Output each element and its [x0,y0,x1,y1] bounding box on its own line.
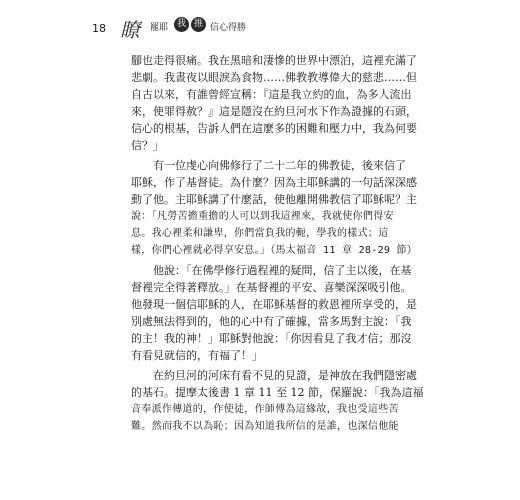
scripture-quote-line: 息。我心裡柔和謙卑，你們當負我的軛，學我的樣式；這 [131,228,389,239]
body-line: 有看見就信的，有福了！」 [131,349,263,362]
body-line: 的基石。提摩太後書 1 章 11 至 12 節，保羅說：「我為這福 [131,386,424,399]
body-line: 動了他。主耶穌講了什麼話，使他離開佛教信了耶穌呢？主 [131,193,417,206]
body-line: 有一位虔心向佛修行了二十二年的佛教徒，後來信了 [131,159,406,172]
header-title: 信心得勝 [210,23,247,33]
page-number: 18 [92,22,106,35]
body-line: 信？」 [131,139,164,152]
body-line: 的主！我的神！」耶穌對他說：「你因看見了我才信；那沒 [131,332,412,345]
header-badge-2: 推 [191,17,206,32]
page-header [92,14,312,42]
body-line: 悲劇。我晝夜以眼淚為食物……佛教教導偉大的慈悲……但 [131,71,417,84]
body-line: 來，使罪得赦？』這是隱沒在約旦河水下作為證據的石頭， [131,105,417,118]
body-line: 腳也走得很痛。我在黑暗和淒慘的世界中漂泊，這裡充滿了 [131,54,417,67]
book-logo: 瞭 [120,18,138,42]
header-badge-1: 我 [174,17,189,32]
body-line: 別處無法得到的，他的心中有了確據，當多馬對主說：「我 [131,315,412,328]
header-subtitle: 罷耶 [150,23,169,33]
scripture-quote-line: 樣，你們心裡就必得享安息。」（馬太福音 11 章 28-29 節） [131,245,418,256]
scripture-quote-line: 說：「凡勞苦擔重擔的人可以到我這裡來，我就使你們得安 [131,211,394,222]
body-line: 督裡完全得著釋放。」在基督裡的平安、喜樂深深吸引他。 [131,281,412,294]
body-line: 他發現一個信耶穌的人，在耶穌基督的救恩裡所享受的，是 [131,298,417,311]
body-line: 自古以來，有誰曾經宣稱：『這是我立約的血，為多人流出 [131,88,412,101]
body-line: 在約旦河的河床有看不見的見證，是神放在我們隱密處 [131,369,417,382]
scripture-quote-line: 音奉派作傳道的，作使徒，作師傅為這緣故，我也受這些苦 [131,404,399,415]
body-text [131,52,424,435]
scripture-quote-line: 難。然而我不以為恥；因為知道我所信的是誰，也深信他能 [131,421,399,432]
body-line: 他說：「在佛學修行過程裡的疑問，信了主以後，在基 [131,264,412,277]
body-line: 信心的根基，告訴人們在這麼多的困難和壓力中，我為何要 [131,122,417,135]
body-line: 耶穌，作了基督徒。為什麼？因為主耶穌講的一句話深深感 [131,176,417,189]
